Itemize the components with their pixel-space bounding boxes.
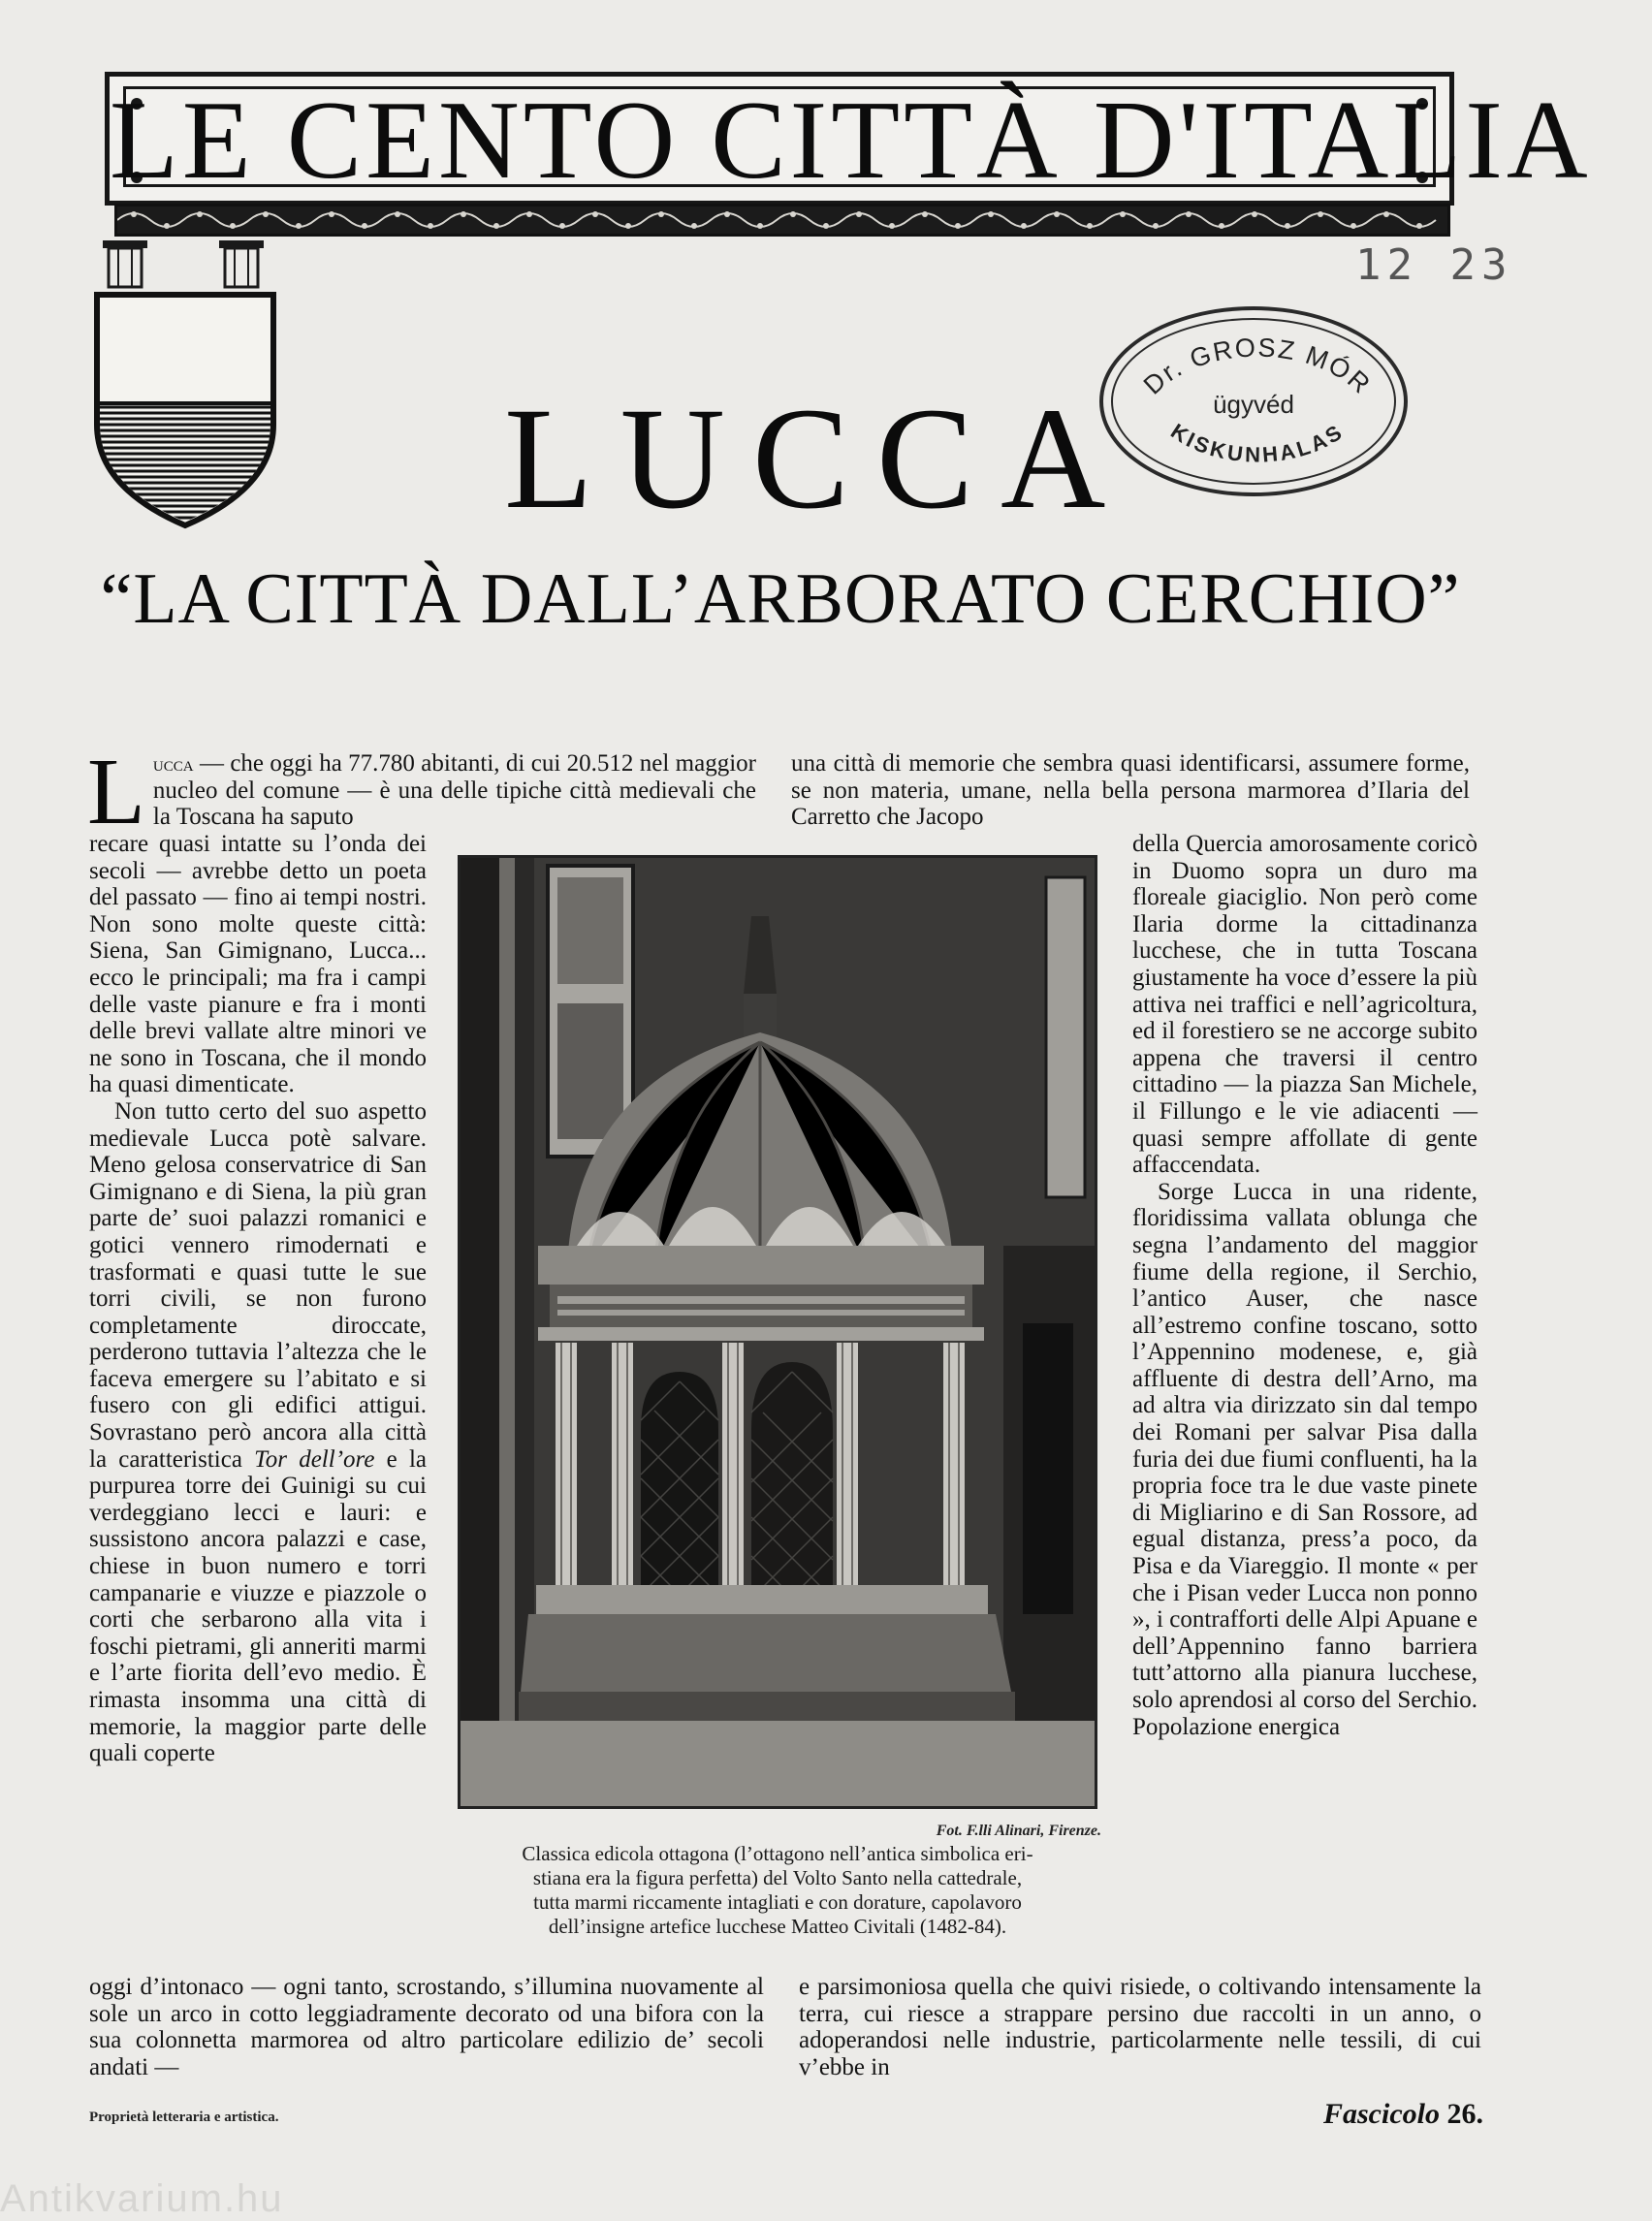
fascicle-number xyxy=(1260,2098,1483,2131)
tor-dell-ore: Tor dell’ore xyxy=(254,1445,375,1473)
opening-text: — che oggi ha 77.780 abitanti, di cui 20.512 nel maggior nucleo del comune — è una delle tipiche città medievali che la Toscana ha saputo xyxy=(152,750,756,831)
figure-caption xyxy=(456,1842,1099,1939)
left-column xyxy=(89,831,427,1767)
watermark: Antikvarium.hu xyxy=(0,2177,284,2220)
lucca-coat-of-arms-icon xyxy=(91,289,279,531)
owner-rubber-stamp xyxy=(1099,306,1408,496)
photo-credit: Fot. F.lli Alinari, Firenze. xyxy=(936,1823,1101,1839)
left-bottom-text: oggi d’intonaco — ogni tanto, scrostando, s’illumina nuovamente al sole un arco in cotto leggiadramente decorato od una bifora con la sua colonnetta marmorea od altro particolare edilizio de’ secoli andati — xyxy=(89,1974,764,2080)
left-paragraph-2-part-a: Non tutto certo del suo aspetto medievale Lucca potè salvare. Meno gelosa conservatrice di San Gimignano e di Siena, la più gran parte de’ suoi palazzi romanici e gotici vennero rimodernati e trasformati e quasi tutte le sue torri civili, se non furono completamente diroccate, perderono tuttavia l’altezza che le faceva emergere su l’abitato e si fusero con gli edifici attigui. Sovrastano però ancora alla città la caratteristica xyxy=(89,1097,427,1473)
city-title: LUCCA xyxy=(504,378,1133,539)
copyright-note: Proprietà letteraria e artistica. xyxy=(89,2110,279,2125)
right-column-top xyxy=(791,750,1470,831)
column-supports-icon xyxy=(97,240,281,293)
svg-text:KISKUNHALAS xyxy=(1166,419,1349,467)
caption-line: stiana era la figura perfetta) del Volto Santo nella cattedrale, xyxy=(532,1866,1023,1889)
caption-line: dell’insigne artefice lucchese Matteo Civitali (1482-84). xyxy=(548,1915,1007,1938)
stamp-name: Dr. GROSZ MÓR xyxy=(1137,333,1378,400)
caption-line: Classica edicola ottagona (l’ottagono nell’antica simbolica eri- xyxy=(522,1842,1033,1865)
fascicle-label: Fascicolo xyxy=(1323,2098,1440,2130)
stamp-place: KISKUNHALAS xyxy=(1166,418,1349,467)
left-paragraph-2-part-b: e la purpurea torre dei Guinigi su cui verdeggiano lecci e lauri: e sussistono ancora palazzi e case, chiese in buon numero e torri campanarie e viuzze e piazzole o corti che serbarono alla vita i foschi pietrami, gli anneriti marmi e l’arte fiorita dell’evo medio. È rimasta insomma una città di memorie, la maggior parte delle quali coperte xyxy=(89,1445,427,1767)
right-bottom-text: e parsimoniosa quella che quivi risiede, o coltivando intensamente la terra, cui riesce a strappare persino due raccolti in un anno, o adoperandosi nelle industrie, particolarmente nelle tessili, di cui v’ebbe in xyxy=(799,1974,1481,2080)
right-paragraph-2: Sorge Lucca in una ridente, floridissima vallata oblunga che segna l’andamento del maggior fiume della regione, il Serchio, l’antico Auser, che nasce all’estremo confine toscano, sotto l’Appennino modenese, e, già affluente di destra dell’Arno, ma ad altra via dirizzato sin dal tempo dei Romani per salvar Pisa dalla furia dei due fiumi confluenti, ha la propria foce tra le due vaste pinete di Migliarino e di San Rossore, ad egual distanza, press’a poco, da Pisa e da Viareggio. Il monte « per che i Pisan veder Lucca non ponno », i contrafforti delle Alpi Apuane e dell’Appennino fanno barriera tutt’attorno alla pianura lucchese, solo aprendosi al corso del Serchio. Popolazione energica xyxy=(1132,1178,1477,1740)
series-title: LE CENTO CITTÀ D'ITALIA xyxy=(110,79,1592,203)
series-banner xyxy=(105,72,1592,206)
caption-line: tutta marmi riccamente intagliati e con dorature, capolavoro xyxy=(533,1890,1022,1914)
intro-smallcaps: ucca xyxy=(152,751,194,776)
article-opening xyxy=(87,740,756,844)
drop-cap: L xyxy=(87,740,145,844)
ornamental-frieze xyxy=(114,204,1450,237)
left-column-bottom xyxy=(89,1974,764,2080)
right-paragraph-1: della Quercia amorosamente coricò in Duomo sopra un duro ma floreale giaciglio. Non però come Ilaria dorme la cittadinanza lucchese, che in tutta Toscana giustamente ha voce d’essere la più attiva nei traffici e nell’agricoltura, ed il forestiero se ne accorge subito appena che traversi il centro cittadino — la piazza San Michele, il Fillungo e le vie adiacenti — quasi sempre affollate di gente affaccendata. xyxy=(1132,831,1477,1179)
handwritten-number: 12 23 xyxy=(1355,240,1513,290)
right-column xyxy=(1132,831,1477,1740)
article-subtitle: “LA CITTÀ DALL’ARBORATO CERCHIO” xyxy=(100,559,1461,639)
right-top-text: una città di memorie che sembra quasi identificarsi, assumere forme, se non materia, umane, nella bella persona marmorea d’Ilaria del Carretto che Jacopo xyxy=(791,750,1470,831)
left-paragraph-2 xyxy=(89,1098,427,1767)
fascicle-value: 26. xyxy=(1446,2098,1483,2130)
edicola-photo-illustration xyxy=(461,858,1095,1806)
right-column-bottom xyxy=(799,1974,1481,2080)
left-paragraph-1: recare quasi intatte su l’onda dei secoli — avrebbe detto un poeta del passato — fino ai tempi nostri. Non sono molte queste città: Siena, San Gimignano, Lucca... ecco le principali; ma fra i campi delle vaste pianure e fra i monti delle brevi vallate altre minori ve ne sono in Toscana, che il mondo ha quasi dimenticate. xyxy=(89,831,427,1098)
stamp-profession: ügyvéd xyxy=(1213,390,1294,419)
photo-volto-santo-edicola xyxy=(458,855,1097,1809)
